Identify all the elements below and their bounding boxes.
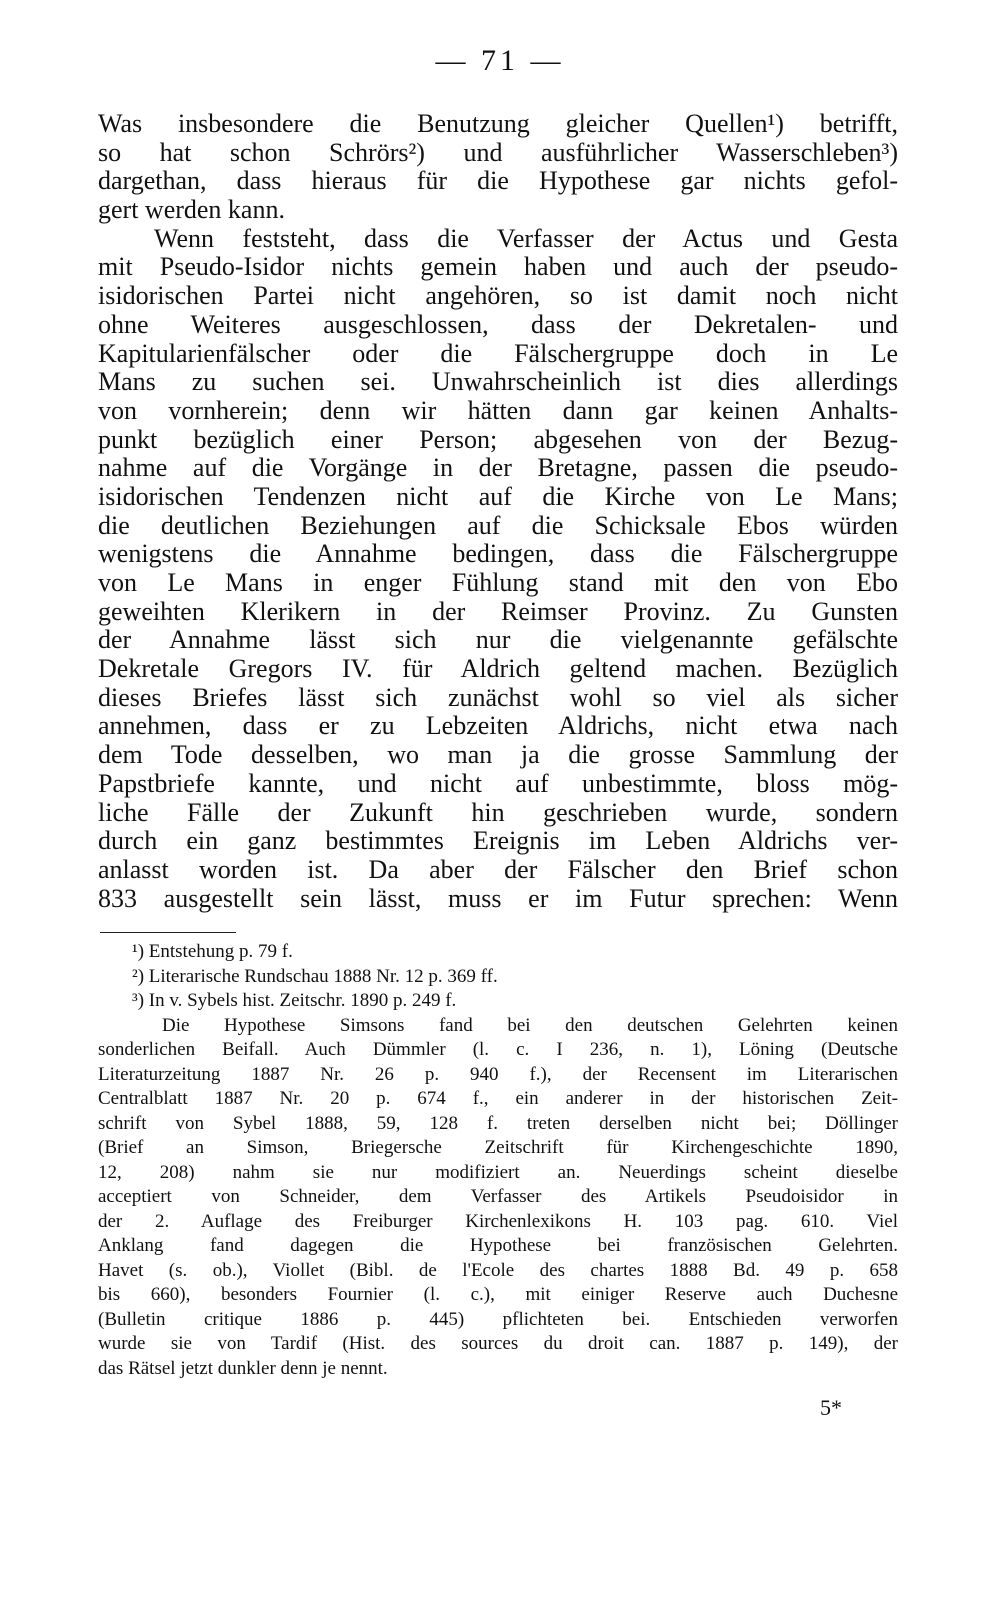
body-line: Kapitularienfälscher oder die Fälschergruppe doch in Le	[98, 338, 898, 368]
footnotes	[98, 940, 898, 1381]
footnote-3: ³) In v. Sybels hist. Zeitschr. 1890 p. 249 f.	[132, 990, 457, 1011]
body-line: so hat schon Schrörs²) und ausführlicher Wasserschleben³)	[98, 137, 898, 167]
footnote-line: Centralblatt 1887 Nr. 20 p. 674 f., ein anderer in der historischen Zeit-	[98, 1088, 898, 1109]
body-line: wenigstens die Annahme bedingen, dass die Fälschergruppe	[98, 539, 898, 569]
footnote-2: ²) Literarische Rundschau 1888 Nr. 12 p. 369 ff.	[132, 965, 498, 987]
footnote-rule	[100, 932, 236, 933]
footnote-line: 12, 208) nahm sie nur modifiziert an. Neuerdings scheint dieselbe	[98, 1161, 898, 1183]
body-line: Was insbesondere die Benutzung gleicher Quellen¹) betrifft,	[98, 109, 898, 138]
footnote-line: schrift von Sybel 1888, 59, 128 f. treten derselben nicht bei; Döllinger	[98, 1112, 898, 1134]
body-line: geweihten Klerikern in der Reimser Provinz. Zu Gunsten	[98, 596, 898, 626]
body-line: die deutlichen Beziehungen auf die Schicksale Ebos würden	[98, 510, 898, 540]
main-text	[98, 110, 898, 913]
body-line: liche Fälle der Zukunft hin geschrieben wurde, sondern	[98, 797, 898, 827]
body-line: dieses Briefes lässt sich zunächst wohl so viel als sicher	[98, 682, 898, 712]
body-line: ohne Weiteres ausgeschlossen, dass der Dekretalen- und	[98, 309, 898, 339]
signature-mark: 5*	[820, 1395, 842, 1420]
body-line: Mans zu suchen sei. Unwahrscheinlich ist dies allerdings	[98, 367, 898, 397]
footnote-line: Havet (s. ob.), Viollet (Bibl. de l'Ecole des chartes 1888 Bd. 49 p. 658	[98, 1259, 898, 1281]
footnote-line: Literaturzeitung 1887 Nr. 26 p. 940 f.), der Recensent im Literarischen	[98, 1063, 898, 1085]
body-line: annehmen, dass er zu Lebzeiten Aldrichs, nicht etwa nach	[98, 711, 898, 741]
body-line: dargethan, dass hieraus für die Hypothese gar nichts gefol-	[98, 166, 898, 196]
body-line: 833 ausgestellt sein lässt, muss er im Futur sprechen: Wenn	[98, 883, 898, 913]
footnote-1: ¹) Entstehung p. 79 f.	[132, 941, 293, 962]
footnote-line: bis 660), besonders Fournier (l. c.), mit einiger Reserve auch Duchesne	[98, 1284, 898, 1305]
page-number: — 71 —	[435, 44, 565, 77]
body-line: isidorischen Tendenzen nicht auf die Kirche von Le Mans;	[98, 481, 898, 511]
body-line: anlasst worden ist. Da aber der Fälscher den Brief schon	[98, 854, 898, 884]
footnote-line: Anklang fand dagegen die Hypothese bei französischen Gelehrten.	[98, 1235, 898, 1256]
footnote-line: der 2. Auflage des Freiburger Kirchenlexikons H. 103 pag. 610. Viel	[98, 1210, 898, 1232]
footnote-line: acceptiert von Schneider, dem Verfasser des Artikels Pseudoisidor in	[98, 1186, 898, 1207]
footnote-line: (Brief an Simson, Briegersche Zeitschrift für Kirchengeschichte 1890,	[98, 1137, 898, 1158]
footnote-line: Die Hypothese Simsons fand bei den deutschen Gelehrten keinen	[162, 1014, 898, 1036]
body-line: punkt bezüglich einer Person; abgesehen von der Bezug-	[98, 424, 898, 454]
body-line: mit Pseudo-Isidor nichts gemein haben und auch der pseudo-	[98, 252, 898, 282]
body-line: Papstbriefe kannte, und nicht auf unbestimmte, bloss mög-	[98, 768, 898, 798]
body-line: gert werden kann.	[98, 195, 285, 225]
footnote-line: (Bulletin critique 1886 p. 445) pflichteten bei. Entschieden verworfen	[98, 1308, 898, 1330]
footnote-line: sonderlichen Beifall. Auch Dümmler (l. c. I 236, n. 1), Löning (Deutsche	[98, 1039, 898, 1060]
body-line: isidorischen Partei nicht angehören, so ist damit noch nicht	[98, 281, 898, 311]
footnote-line: wurde sie von Tardif (Hist. des sources du droit can. 1887 p. 149), der	[98, 1333, 898, 1354]
footnote-line: das Rätsel jetzt dunkler denn je nennt.	[98, 1357, 388, 1379]
body-line: durch ein ganz bestimmtes Ereignis im Leben Aldrichs ver-	[98, 826, 898, 856]
body-line: von vornherein; denn wir hätten dann gar keinen Anhalts-	[98, 395, 898, 425]
body-line: dem Tode desselben, wo man ja die grosse Sammlung der	[98, 740, 898, 770]
body-line: von Le Mans in enger Fühlung stand mit den von Ebo	[98, 568, 898, 597]
body-line: Wenn feststeht, dass die Verfasser der Actus und Gesta	[154, 223, 898, 253]
body-line: nahme auf die Vorgänge in der Bretagne, passen die pseudo-	[98, 453, 898, 483]
body-line: Dekretale Gregors IV. für Aldrich geltend machen. Bezüglich	[98, 654, 898, 684]
body-line: der Annahme lässt sich nur die vielgenannte gefälschte	[98, 625, 898, 655]
